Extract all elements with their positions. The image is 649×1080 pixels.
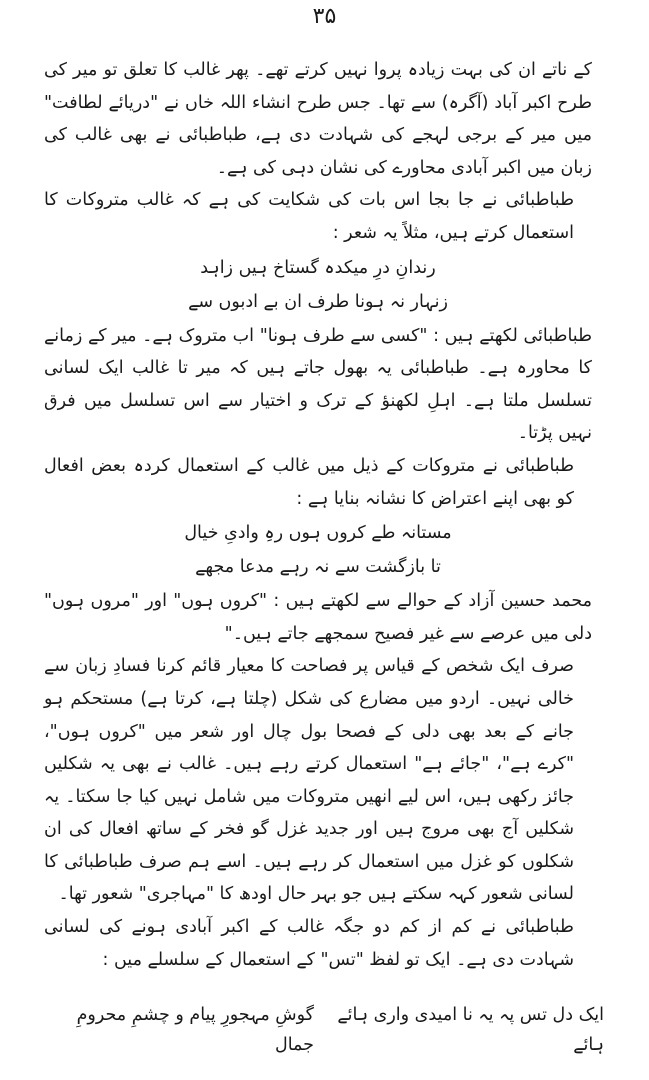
couplet-right-hemistich: ایک دل تس پہ یہ نا امیدی واری ہائے ہائے [337, 1005, 604, 1055]
paragraph-7: طباطبائی نے کم از کم دو جگہ غالب کے اکبر آبادی ہونے کی لسانی شہادت دی ہے۔ ایک تو لفظ "تس" کے استعمال کے سلسلے میں : [44, 917, 574, 970]
paragraph-1: کے ناتے ان کی بہت زیادہ پروا نہیں کرتے تھے۔ پھر غالب کا تعلق تو میر کی طرح اکبر آباد (آگرہ) سے تھا۔ جس طرح انشاء اللہ خاں نے "دریائے لطافت" میں میر کے برجی لہجے کی شہادت دی ہے، طباطبائی نے بھی غالب کی زبان میں اکبر آبادی محاورے کی نشان دہی کی ہے۔ [44, 60, 592, 178]
couplet-left-hemistich: گوشِ مہجورِ پیام و چشمِ محرومِ جمال [76, 1005, 314, 1055]
paragraph-2: طباطبائی نے جا بجا اس بات کی شکایت کی ہے کہ غالب متروکات کا استعمال کرتے ہیں، مثلاً یہ شعر : [44, 190, 574, 243]
paragraph-5: محمد حسین آزاد کے حوالے سے لکھتے ہیں : "کروں ہوں" اور "مروں ہوں" دلی میں عرصے سے غیر فصیح سمجھے جاتے ہیں۔" [44, 591, 592, 644]
verse-line-1b: زنہار نہ ہونا طرف ان بے ادبوں سے [188, 291, 448, 312]
paragraph-6: صرف ایک شخص کے قیاس پر فصاحت کا معیار قائم کرنا فسادِ زبان سے خالی نہیں۔ اردو میں مضارع کی شکل (چلتا ہے، کرتا ہے) مستحکم ہو جانے کے بعد بھی دلی کے فصحا بول چال اور شعر میں "کروں ہوں"، "کرے ہے"، "جائے ہے" استعمال کرتے رہے ہیں۔ غالب نے بھی یہ شکلیں جائز رکھی ہیں، اس لیے انھیں متروکات میں شامل نہیں کیا جا سکتا۔ یہ شکلیں آج بھی مروج ہیں اور جدید غزل گو فخر کے ساتھ افعال کی ان شکلوں کو غزل میں استعمال کر رہے ہیں۔ اسے ہم صرف طباطبائی کا لسانی شعور کہہ سکتے ہیں جو بہر حال اودھ کا "مہاجری" شعور تھا۔ [44, 656, 574, 905]
verse-line-2a: مستانہ طے کروں ہوں رہِ وادیِ خیال [184, 523, 452, 544]
verse-line-1a: رندانِ درِ میکدہ گستاخ ہیں زاہد [200, 257, 436, 278]
couplet [44, 1000, 604, 1060]
page-body [44, 54, 592, 976]
page-number: ۳۵ [312, 4, 337, 29]
paragraph-4: طباطبائی نے متروکات کے ذیل میں غالب کے استعمال کردہ بعض افعال کو بھی اپنے اعتراض کا نشانہ بنایا ہے : [44, 455, 574, 509]
verse-line-2b: تا بازگشت سے نہ رہے مدعا مجھے [195, 557, 441, 578]
paragraph-3: طباطبائی لکھتے ہیں : "کسی سے طرف ہونا" اب متروک ہے۔ میر کے زمانے کا محاورہ ہے۔ طباطبائی یہ بھول جاتے ہیں کہ میر تا غالب ایک لسانی تسلسل ملتا ہے۔ اہلِ لکھنؤ کے ترک و اختیار سے اس تسلسل میں فرق نہیں پڑتا۔ [44, 325, 592, 444]
